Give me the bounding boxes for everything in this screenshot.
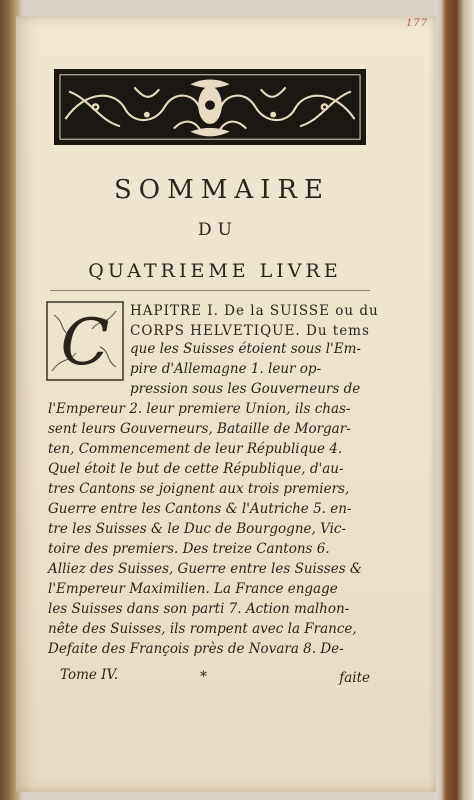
catchword: faite [339, 670, 370, 686]
body-line: Defaite des François près de Novara 8. De- [48, 641, 344, 657]
chapter-heading-line-2: CORPS HELVETIQUE. Du tems [130, 323, 370, 339]
ornamental-headpiece [54, 69, 366, 145]
headpiece-ornament-icon [56, 71, 364, 143]
body-line: pire d'Allemagne 1. leur op- [130, 361, 322, 377]
body-line: Alliez des Suisses, Guerre entre les Suisses & [48, 561, 362, 577]
title-rule [50, 290, 370, 291]
body-line: l'Empereur 2. leur premiere Union, ils chas- [48, 401, 351, 417]
right-binding [434, 0, 474, 800]
body-line: tre les Suisses & le Duc de Bourgogne, Vic- [48, 521, 347, 537]
chapter-heading-line-1: HAPITRE I. De la SUISSE ou du [130, 303, 379, 319]
body-line: Guerre entre les Cantons & l'Autriche 5. en- [48, 501, 352, 517]
body-line: les Suisses dans son parti 7. Action malhon- [48, 601, 350, 617]
page-number: 177 [406, 18, 429, 29]
page-footer [60, 667, 370, 687]
body-line: ten, Commencement de leur République 4. [48, 441, 343, 457]
decorated-initial [46, 301, 124, 381]
body-line: sent leurs Gouverneurs, Bataille de Morgar- [48, 421, 351, 437]
body-line: toire des premiers. Des treize Cantons 6. [48, 541, 330, 557]
body-line: l'Empereur Maximilien. La France engage [48, 581, 338, 597]
body-line: nête des Suisses, ils rompent avec la France, [48, 621, 357, 637]
body-line: Quel étoit le but de cette République, d'au- [48, 461, 344, 477]
signature-mark: * [200, 669, 207, 685]
summary-title: SOMMAIRE [114, 175, 330, 205]
body-line: que les Suisses étoient sous l'Em- [130, 341, 361, 357]
svg-text:C: C [60, 306, 110, 380]
book-title: QUATRIEME LIVRE [88, 260, 342, 282]
drop-cap-ornament-icon [46, 301, 124, 381]
volume-label: Tome IV. [60, 667, 119, 683]
title-connector: DU [198, 220, 238, 240]
body-line: pression sous les Gouverneurs de [130, 381, 361, 397]
body-line: tres Cantons se joignent aux trois premiers, [48, 481, 350, 497]
